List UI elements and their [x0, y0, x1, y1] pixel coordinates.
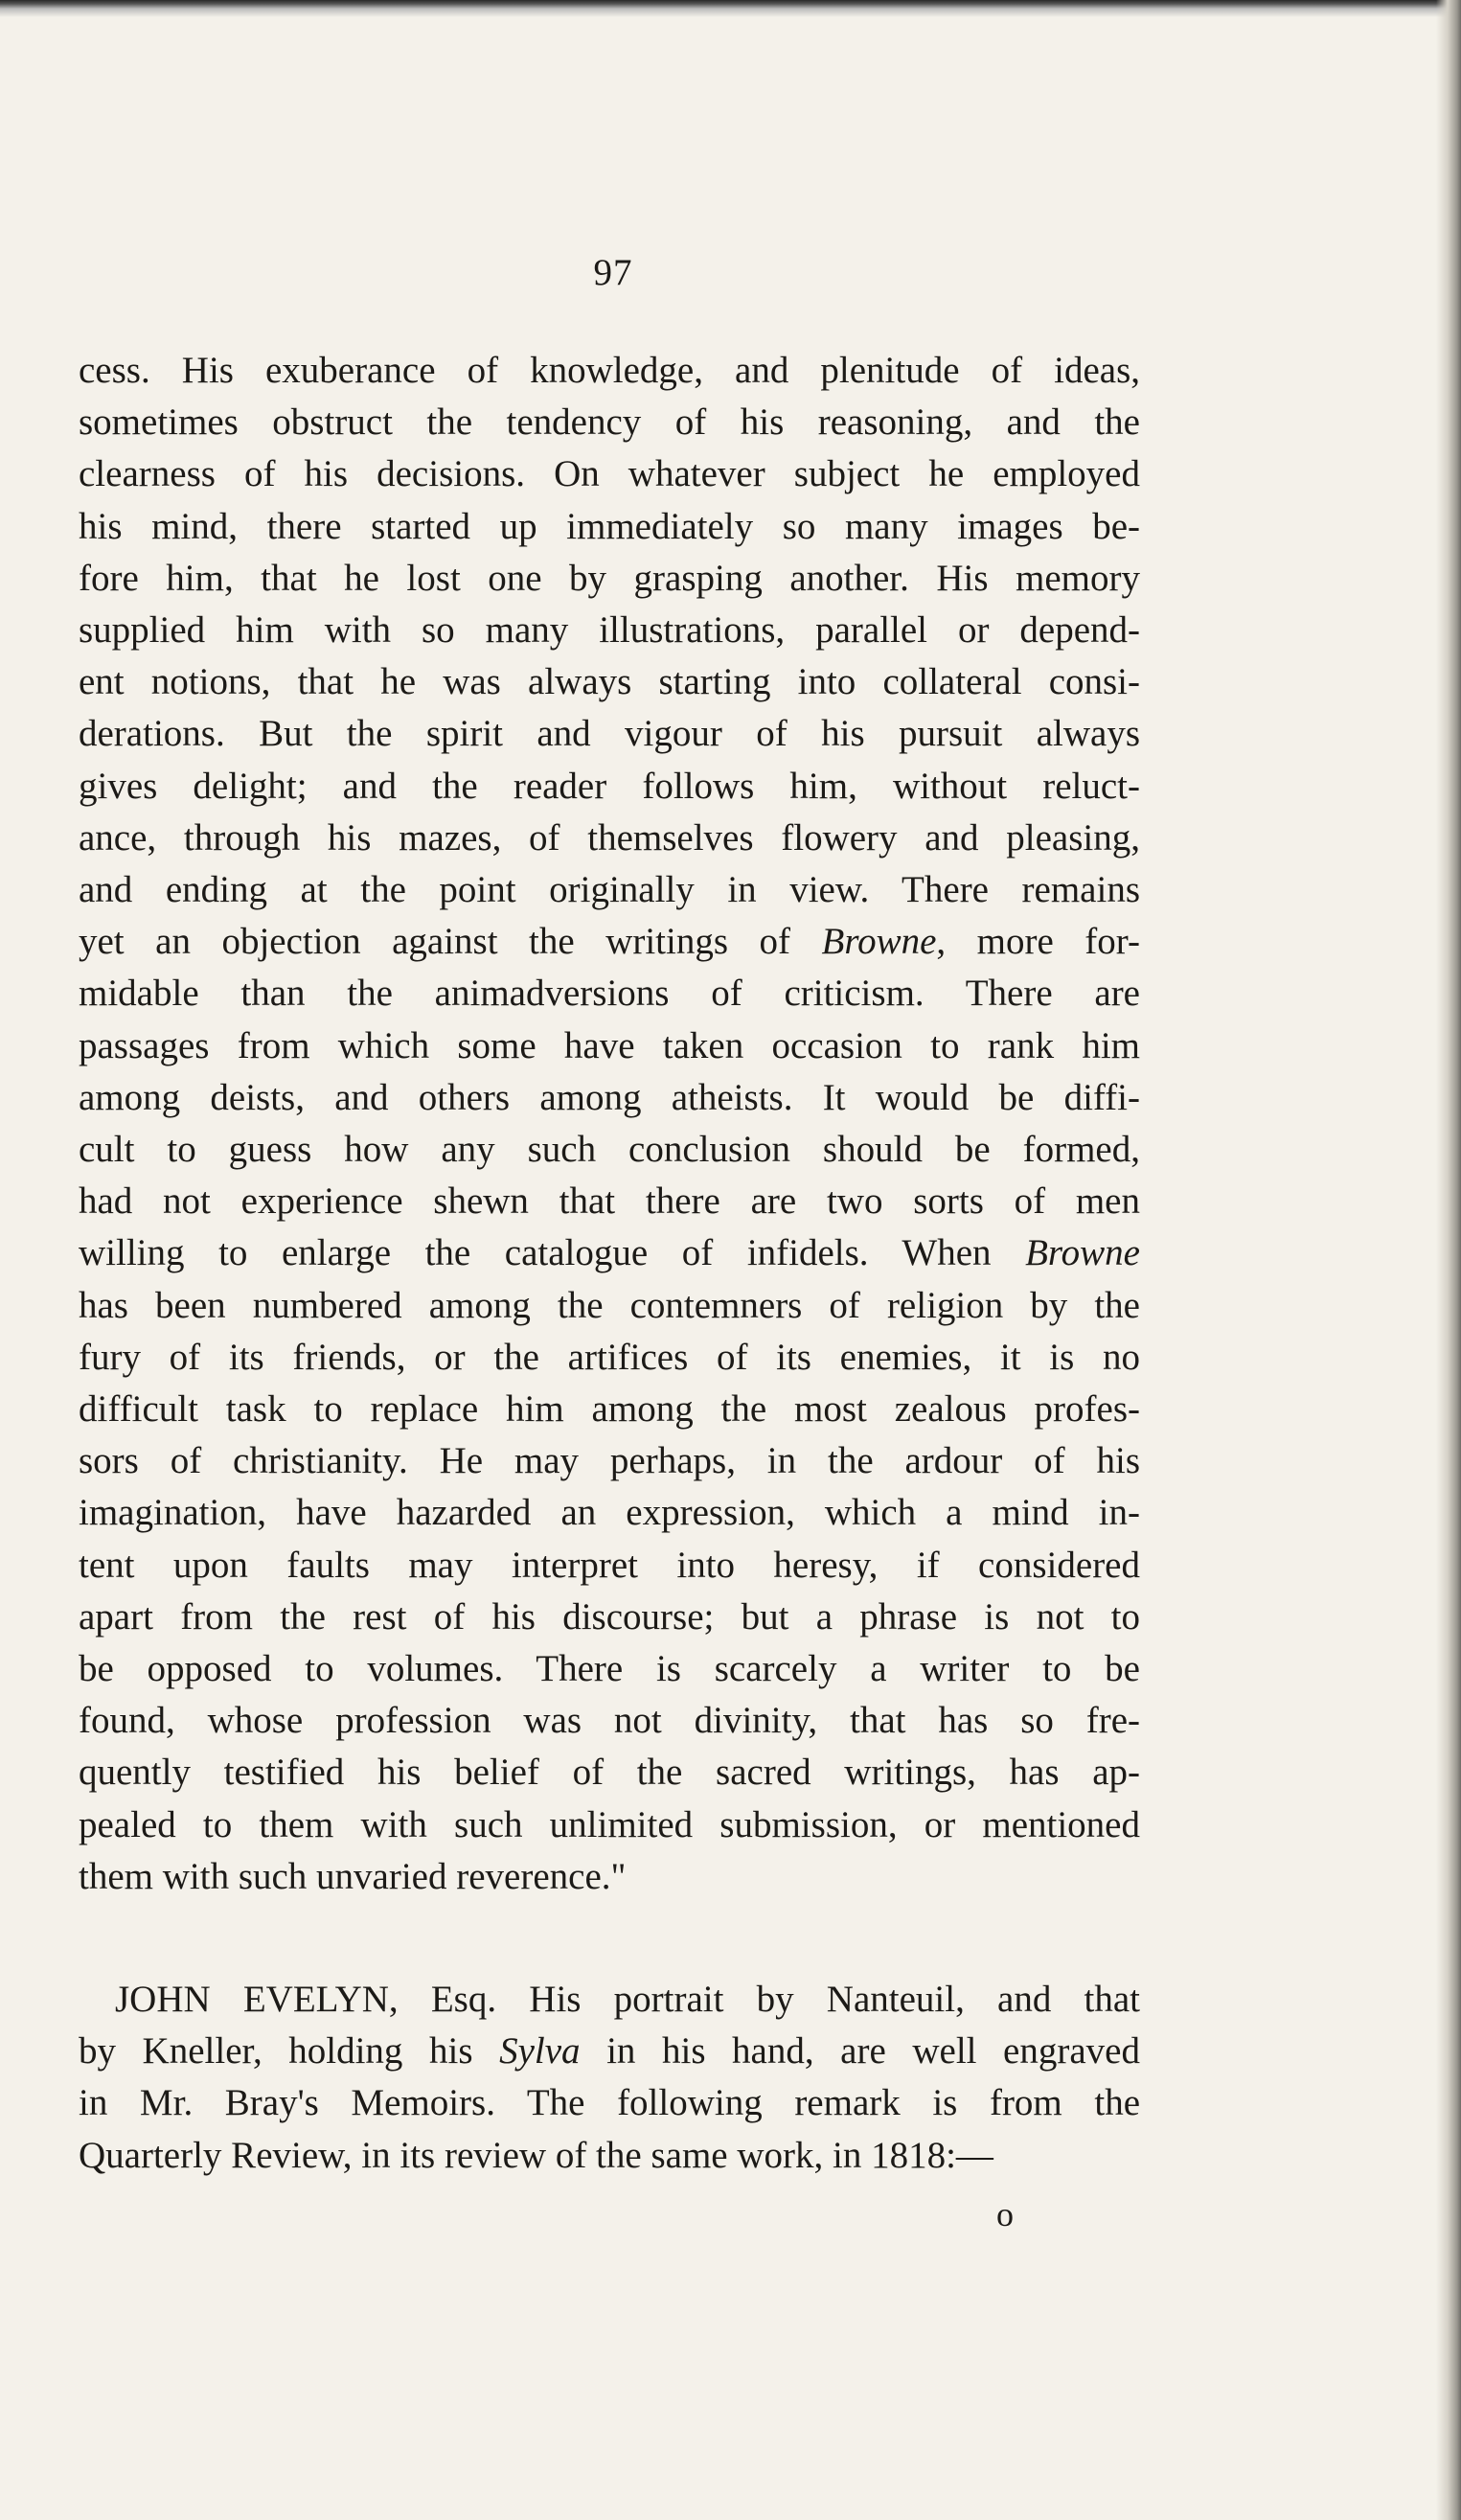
- text-line: by Kneller, holding his Sylva in his hand, are well engraved: [79, 2030, 1140, 2073]
- text-line: apart from the rest of his discourse; but a phrase is not to: [79, 1595, 1140, 1638]
- text-line: his mind, there started up immediately so many images be-: [79, 505, 1140, 547]
- text-line: gives delight; and the reader follows him, without reluct-: [79, 765, 1140, 807]
- text-line: fore him, that he lost one by grasping another. His memory: [79, 557, 1140, 599]
- page-right-edge: [1436, 0, 1461, 2520]
- text-line: be opposed to volumes. There is scarcely a writer to be: [79, 1648, 1140, 1689]
- emphasis: Browne: [821, 921, 937, 963]
- text-line: derations. But the spirit and vigour of his pursuit always: [79, 713, 1140, 755]
- text-line: cess. His exuberance of knowledge, and plenitude of ideas,: [79, 350, 1140, 391]
- text-line: willing to enlarge the catalogue of infidels. When Browne: [79, 1232, 1140, 1274]
- text-line: clearness of his decisions. On whatever subject he employed: [79, 453, 1140, 495]
- text-line: in Mr. Bray's Memoirs. The following remark is from the: [79, 2082, 1140, 2124]
- text-line: sors of christianity. He may perhaps, in the ardour of his: [79, 1440, 1140, 1482]
- page-top-edge: [0, 0, 1461, 17]
- page-number: 97: [593, 252, 633, 293]
- text-line: supplied him with so many illustrations, parallel or depend-: [79, 609, 1140, 651]
- text-line: found, whose profession was not divinity, that has so fre-: [79, 1700, 1140, 1742]
- text-line: had not experience shewn that there are two sorts of men: [79, 1180, 1140, 1223]
- text-line: yet an objection against the writings of Browne, more for-: [79, 921, 1140, 963]
- text-line: and ending at the point originally in view. There remains: [79, 869, 1140, 910]
- text-line: imagination, have hazarded an expression, which a mind in-: [79, 1492, 1140, 1534]
- text-line: fury of its friends, or the artifices of its enemies, it is no: [79, 1336, 1140, 1378]
- text-line: midable than the animadversions of criticism. There are: [79, 973, 1140, 1015]
- text-line: passages from which some have taken occasion to rank him: [79, 1024, 1140, 1066]
- text-line: pealed to them with such unlimited submission, or mentioned: [79, 1803, 1140, 1845]
- text-line: Quarterly Review, in its review of the same work, in 1818:—: [79, 2134, 993, 2176]
- text-line: JOHN EVELYN, Esq. His portrait by Nanteuil, and that: [115, 1979, 1140, 2020]
- text-line: difficult task to replace him among the most zealous profes-: [79, 1388, 1140, 1430]
- text-line: ent notions, that he was always starting into collateral consi-: [79, 661, 1140, 703]
- text-line: cult to guess how any such conclusion should be formed,: [79, 1129, 1140, 1170]
- signature-mark: o: [996, 2195, 1014, 2234]
- emphasis: JOHN EVELYN: [115, 1979, 389, 2020]
- text-line: ance, through his mazes, of themselves flowery and pleasing,: [79, 816, 1140, 859]
- text-line: tent upon faults may interpret into heresy, if considered: [79, 1544, 1140, 1586]
- text-line: sometimes obstruct the tendency of his reasoning, and the: [79, 401, 1140, 444]
- emphasis: Sylva: [499, 2030, 581, 2073]
- text-line: quently testified his belief of the sacred writings, has ap-: [79, 1752, 1140, 1794]
- emphasis: Browne: [1025, 1232, 1140, 1274]
- text-line: them with such unvaried reverence.": [79, 1855, 627, 1897]
- text-line: has been numbered among the contemners of religion by the: [79, 1284, 1140, 1326]
- text-line: among deists, and others among atheists. It would be diffi-: [79, 1076, 1140, 1118]
